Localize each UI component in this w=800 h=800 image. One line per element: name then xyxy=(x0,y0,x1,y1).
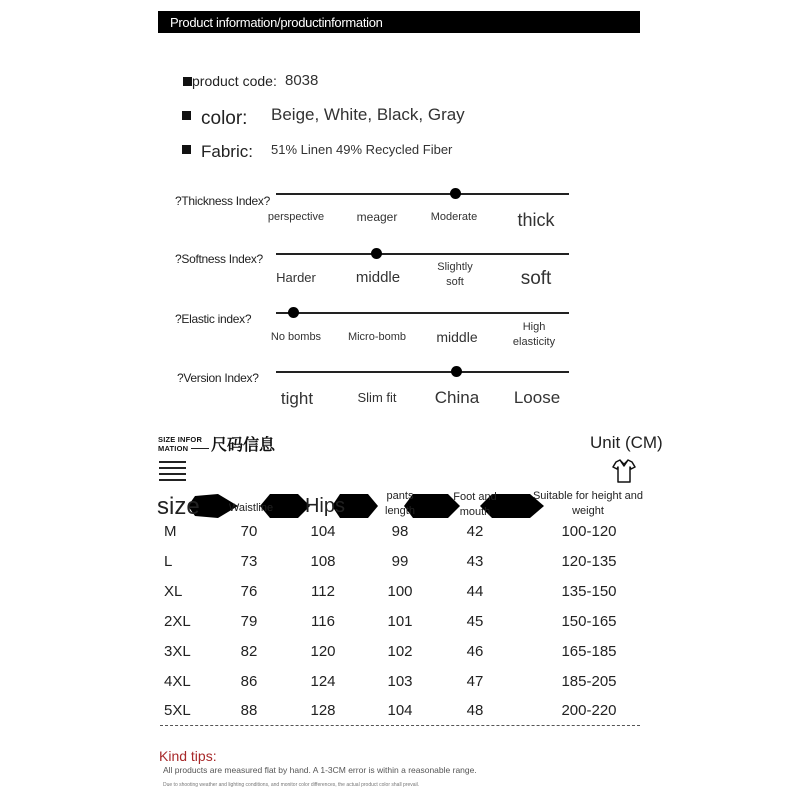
logo-divider xyxy=(191,448,209,449)
softness-index-label: ?Softness Index? xyxy=(175,252,263,266)
table-row xyxy=(0,613,800,643)
table-row xyxy=(0,583,800,613)
cell-hips: 112 xyxy=(311,583,335,600)
cell-hips: 128 xyxy=(310,702,336,719)
cell-foot-mouth: 43 xyxy=(466,553,484,570)
unit-label: Unit (CM) xyxy=(590,433,663,452)
cell-foot-mouth: 48 xyxy=(466,702,484,719)
col-header-size: size xyxy=(157,493,200,520)
softness-track xyxy=(276,253,569,255)
size-info-logo-line1: SIZE INFOR xyxy=(158,435,203,444)
elastic-marker xyxy=(288,307,299,318)
menu-icon xyxy=(159,461,187,481)
fabric-value: 51% Linen 49% Recycled Fiber xyxy=(271,142,453,157)
cell-size: XL xyxy=(164,583,183,600)
elastic-option: No bombs xyxy=(270,331,322,343)
thickness-marker xyxy=(450,188,461,199)
bullet-icon xyxy=(182,111,191,120)
elastic-option: High elasticity xyxy=(512,321,556,348)
thickness-track xyxy=(276,193,569,195)
fabric-label: Fabric: xyxy=(201,142,253,161)
cell-height-weight: 165-185 xyxy=(561,643,617,660)
table-row xyxy=(0,673,800,703)
thickness-option: thick xyxy=(517,210,555,230)
elastic-index-label: ?Elastic index? xyxy=(175,312,252,326)
bullet-icon xyxy=(183,77,192,86)
product-code-value: 8038 xyxy=(285,72,319,89)
cell-waistline: 79 xyxy=(240,613,258,630)
product-code-label: product code: xyxy=(192,73,277,89)
header-bar xyxy=(158,11,640,33)
col-header-height-weight: Suitable for height and weight xyxy=(532,490,644,517)
table-bottom-divider xyxy=(160,725,640,726)
col-header-pants-length: pants length xyxy=(385,490,415,517)
cell-height-weight: 200-220 xyxy=(561,702,617,719)
table-row xyxy=(0,523,800,553)
cell-hips: 108 xyxy=(310,553,336,570)
cell-foot-mouth: 45 xyxy=(466,613,484,630)
cell-size: 4XL xyxy=(164,673,191,690)
tips-title: Kind tips: xyxy=(159,748,217,764)
cell-waistline: 73 xyxy=(240,553,258,570)
table-row xyxy=(0,553,800,583)
cell-pants-length: 101 xyxy=(387,613,413,630)
cell-foot-mouth: 47 xyxy=(466,673,484,690)
col-header-foot-mouth: Foot and mouth xyxy=(453,491,497,518)
cell-hips: 116 xyxy=(311,613,335,630)
softness-option: Slightly soft xyxy=(437,261,473,288)
size-info-logo-line2: MATION xyxy=(158,444,189,453)
cell-foot-mouth: 44 xyxy=(466,583,484,600)
cell-size: 3XL xyxy=(164,643,191,660)
elastic-track xyxy=(276,312,569,314)
cell-pants-length: 103 xyxy=(387,673,413,690)
cell-height-weight: 120-135 xyxy=(561,553,617,570)
elastic-option: middle xyxy=(436,329,478,345)
cell-height-weight: 135-150 xyxy=(561,583,617,600)
cell-size: 5XL xyxy=(164,702,191,719)
softness-option: Harder xyxy=(276,270,316,285)
version-option: China xyxy=(434,388,480,407)
cell-pants-length: 100 xyxy=(387,583,413,600)
table-row xyxy=(0,702,800,732)
cell-waistline: 70 xyxy=(240,523,258,540)
version-index-label: ?Version Index? xyxy=(177,371,259,385)
softness-option: middle xyxy=(355,269,401,286)
tips-line2: Due to shooting weather and lighting conditions, and monitor color differences, the actual product color shall prevail. xyxy=(163,782,420,788)
cell-pants-length: 98 xyxy=(391,523,409,540)
version-option: Loose xyxy=(513,388,561,407)
color-label: color: xyxy=(201,108,248,129)
bullet-icon xyxy=(182,145,191,154)
cell-pants-length: 102 xyxy=(387,643,413,660)
thickness-index-label: ?Thickness Index? xyxy=(175,194,270,208)
cell-size: L xyxy=(164,553,173,570)
cell-hips: 124 xyxy=(310,673,336,690)
col-header-waistline: Waistline xyxy=(228,502,274,514)
cell-pants-length: 99 xyxy=(391,553,409,570)
cell-height-weight: 100-120 xyxy=(561,523,617,540)
shirt-icon xyxy=(612,458,636,484)
cell-height-weight: 185-205 xyxy=(561,673,617,690)
cell-hips: 104 xyxy=(310,523,336,540)
thickness-option: Moderate xyxy=(430,211,478,223)
cell-size: M xyxy=(164,523,177,540)
cell-hips: 120 xyxy=(310,643,336,660)
cell-foot-mouth: 46 xyxy=(466,643,484,660)
tips-line1: All products are measured flat by hand. A 1-3CM error is within a reasonable range. xyxy=(163,765,477,775)
cell-waistline: 82 xyxy=(240,643,258,660)
thickness-option: perspective xyxy=(267,211,325,223)
cell-height-weight: 150-165 xyxy=(561,613,617,630)
cell-waistline: 76 xyxy=(240,583,258,600)
table-row xyxy=(0,643,800,673)
softness-marker xyxy=(371,248,382,259)
version-marker xyxy=(451,366,462,377)
cell-size: 2XL xyxy=(164,613,191,630)
cell-waistline: 88 xyxy=(240,702,258,719)
size-info-logo-cn: 尺码信息 xyxy=(211,435,276,454)
header-title: Product information/productinformation xyxy=(170,15,383,30)
col-header-hips: Hips xyxy=(304,495,345,517)
version-option: tight xyxy=(280,389,314,408)
version-option: Slim fit xyxy=(357,390,397,405)
softness-option: soft xyxy=(520,268,552,289)
thickness-option: meager xyxy=(356,210,398,224)
version-track xyxy=(276,371,569,373)
cell-pants-length: 104 xyxy=(387,702,413,719)
elastic-option: Micro-bomb xyxy=(347,331,407,343)
color-value: Beige, White, Black, Gray xyxy=(271,105,465,124)
cell-waistline: 86 xyxy=(240,673,258,690)
cell-foot-mouth: 42 xyxy=(466,523,484,540)
